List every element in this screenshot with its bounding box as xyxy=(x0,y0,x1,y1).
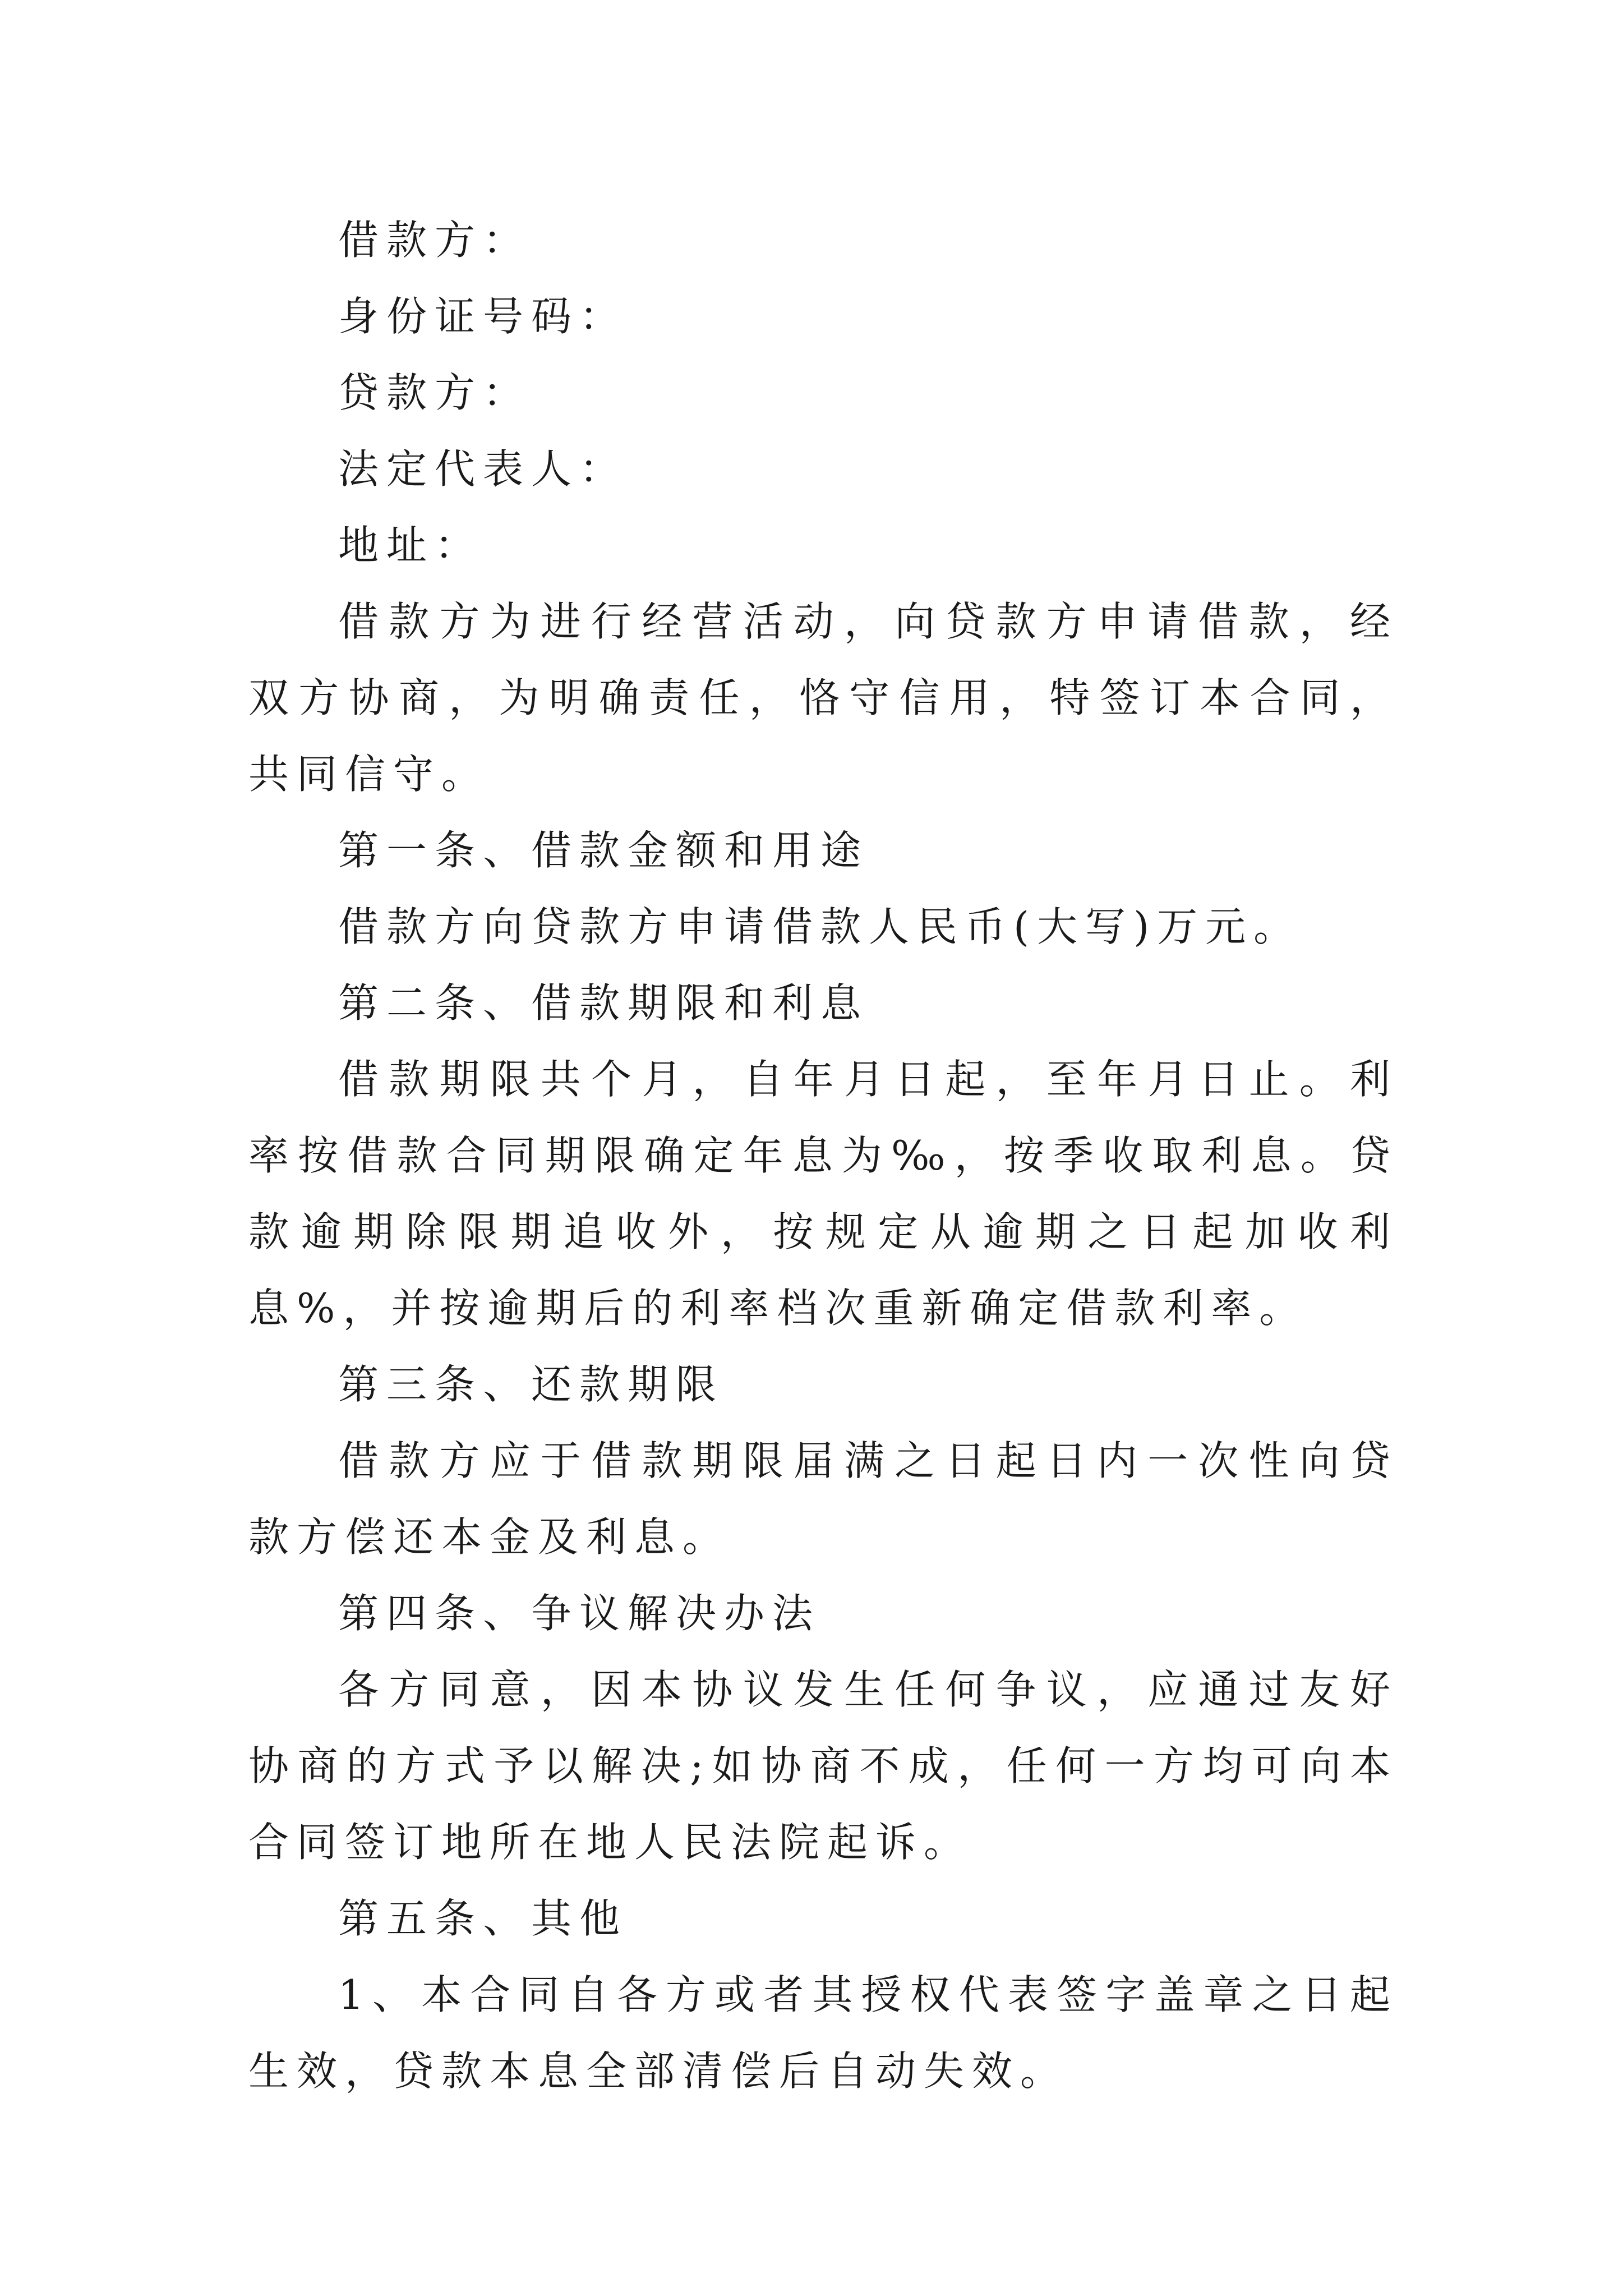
id-number-field-label: 身份证号码： xyxy=(338,293,628,340)
borrower-field-label: 借款方： xyxy=(338,217,532,264)
article-5-body: 1、本合同自各方或者其授权代表签字盖章之日起生效，贷款本息全部清偿后自动失效。 xyxy=(248,1971,1398,2095)
article-1-body: 借款方向贷款方申请借款人民币(大写)万元。 xyxy=(338,903,1302,950)
lender-field-label: 贷款方： xyxy=(338,369,532,416)
article-3-body: 借款方应于借款期限届满之日起日内一次性向贷款方偿还本金及利息。 xyxy=(248,1437,1398,1561)
article-5-heading: 第五条、其他 xyxy=(338,1895,628,1942)
legal-representative-field-label: 法定代表人： xyxy=(338,445,628,493)
article-4-heading: 第四条、争议解决办法 xyxy=(338,1590,821,1637)
article-3-heading: 第三条、还款期限 xyxy=(338,1361,725,1408)
article-2-body: 借款期限共个月，自年月日起，至年月日止。利率按借款合同期限确定年息为‰，按季收取利息。贷款逾期除限期追收外，按规定从逾期之日起加收利息%，并按逾期后的利率档次重新确定借款利率。 xyxy=(248,1056,1398,1332)
article-1-heading: 第一条、借款金额和用途 xyxy=(338,827,869,874)
contract-body xyxy=(248,202,1398,2109)
intro-paragraph: 借款方为进行经营活动，向贷款方申请借款，经双方协商，为明确责任，恪守信用，特签订本合同，共同信守。 xyxy=(248,598,1398,798)
article-2-heading: 第二条、借款期限和利息 xyxy=(338,979,869,1027)
article-4-body: 各方同意，因本协议发生任何争议，应通过友好协商的方式予以解决;如协商不成，任何一方均可向本合同签订地所在地人民法院起诉。 xyxy=(248,1666,1398,1866)
address-field-label: 地址： xyxy=(338,522,483,569)
